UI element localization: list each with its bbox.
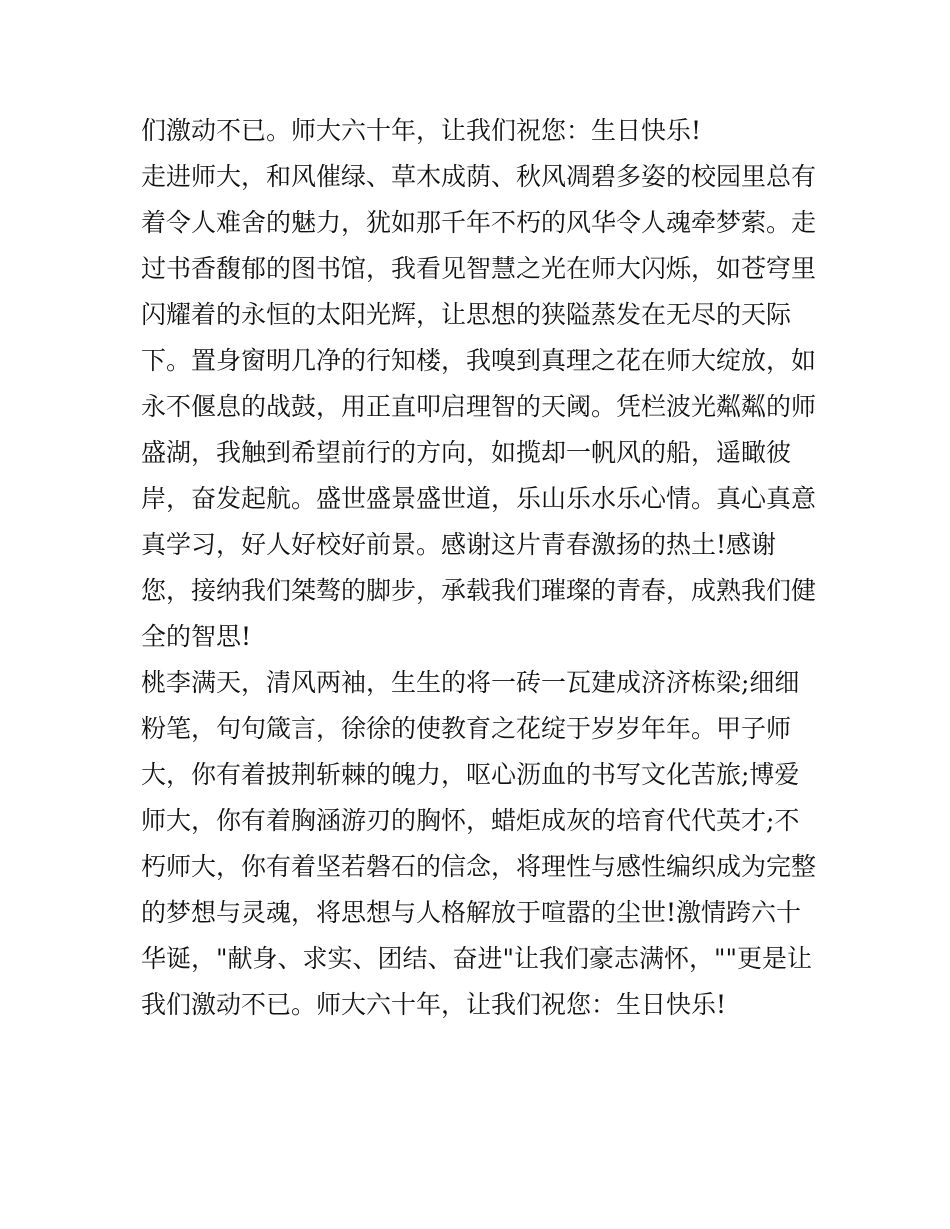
text-line-13: 桃李满天，清风两袖，生生的将一砖一瓦建成济济栋梁;细细 — [141, 668, 800, 697]
text-line-20: 我们激动不已。师大六十年，让我们祝您：生日快乐! — [141, 990, 727, 1019]
text-line-9: 岸，奋发起航。盛世盛景盛世道，乐山乐水乐心情。真心真意 — [141, 484, 817, 513]
text-line-15: 大，你有着披荆斩棘的魄力，呕心沥血的书写文化苦旅;博爱 — [141, 760, 800, 789]
text-line-10: 真学习，好人好校好前景。感谢这片青春激扬的热土!感谢 — [141, 530, 777, 559]
text-line-7: 永不偃息的战鼓，用正直叩启理智的天阈。凭栏波光粼粼的师 — [141, 392, 817, 421]
text-line-16: 师大，你有着胸涵游刃的胸怀，蜡炬成灰的培育代代英才;不 — [141, 806, 800, 835]
text-line-4: 过书香馥郁的图书馆，我看见智慧之光在师大闪烁，如苍穹里 — [141, 254, 817, 283]
text-line-6: 下。置身窗明几净的行知楼，我嗅到真理之花在师大绽放，如 — [141, 346, 817, 375]
document-body — [141, 108, 821, 1028]
text-line-12: 全的智思! — [141, 622, 252, 651]
text-line-1: 们激动不已。师大六十年，让我们祝您：生日快乐! — [141, 116, 702, 145]
text-line-2: 走进师大，和风催绿、草木成荫、秋风凋碧多姿的校园里总有 — [141, 162, 817, 191]
text-line-11: 您，接纳我们桀骜的脚步，承载我们璀璨的青春，成熟我们健 — [141, 576, 817, 605]
text-line-3: 着令人难舍的魅力，犹如那千年不朽的风华令人魂牵梦萦。走 — [141, 208, 817, 237]
text-line-17: 朽师大，你有着坚若磐石的信念，将理性与感性编织成为完整 — [141, 852, 817, 881]
text-line-14: 粉笔，句句箴言，徐徐的使教育之花绽于岁岁年年。甲子师 — [141, 714, 792, 743]
text-line-18: 的梦想与灵魂，将思想与人格解放于喧嚣的尘世!激情跨六十 — [141, 898, 802, 927]
text-line-8: 盛湖，我触到希望前行的方向，如揽却一帆风的船，遥瞰彼 — [141, 438, 792, 467]
text-line-5: 闪耀着的永恒的太阳光辉，让思想的狭隘蒸发在无尽的天际 — [141, 300, 792, 329]
text-line-19: 华诞，"献身、求实、团结、奋进"让我们豪志满怀，""更是让 — [141, 944, 812, 973]
